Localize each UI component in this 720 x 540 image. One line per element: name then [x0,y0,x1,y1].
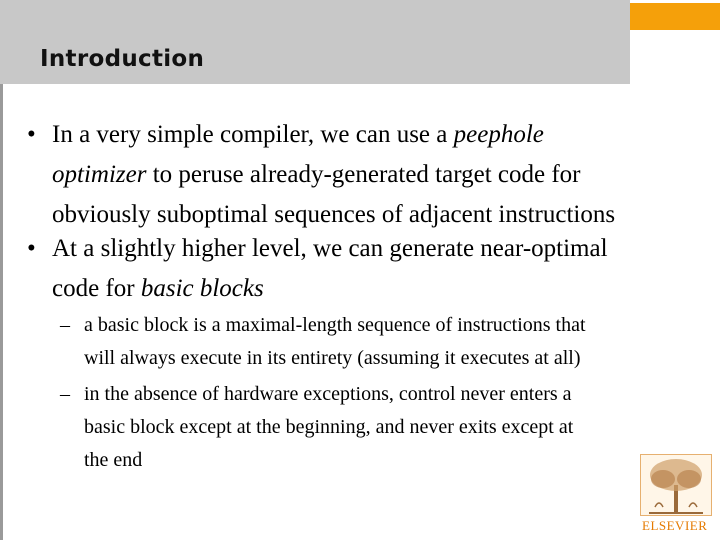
bullet-line: In a very simple compiler, we can use a peephole [52,121,544,148]
bullet-line: obviously suboptimal sequences of adjacent instructions [52,201,616,228]
sub-bullet-line: in the absence of hardware exceptions, control never enters a [84,383,572,405]
bullet-line: code for basic blocks [52,275,264,302]
sub-bullet-text [84,309,586,375]
sub-bullet-marker: – [60,314,70,336]
sub-bullet-line: the end [84,449,143,471]
sub-bullet-marker: – [60,383,70,405]
bullet-text [52,115,615,235]
sub-bullet-line: basic block except at the beginning, and never exits except at [84,416,574,438]
elsevier-tree-icon [640,454,712,516]
elsevier-logo [640,454,712,536]
sub-bullet-text [84,378,573,477]
elsevier-wordmark: ELSEVIER [642,518,708,533]
bullet-text [52,229,608,309]
bullet-marker: • [27,235,36,262]
sub-bullet-line: a basic block is a maximal-length sequence of instructions that [84,314,586,336]
sub-bullet-line: will always execute in its entirety (assuming it executes at all) [84,347,581,369]
slide-title: Introduction [40,46,205,72]
bullet-line: At a slightly higher level, we can generate near-optimal [52,235,608,262]
bullet-marker: • [27,121,36,148]
bullet-line: optimizer to peruse already-generated target code for [52,161,581,188]
